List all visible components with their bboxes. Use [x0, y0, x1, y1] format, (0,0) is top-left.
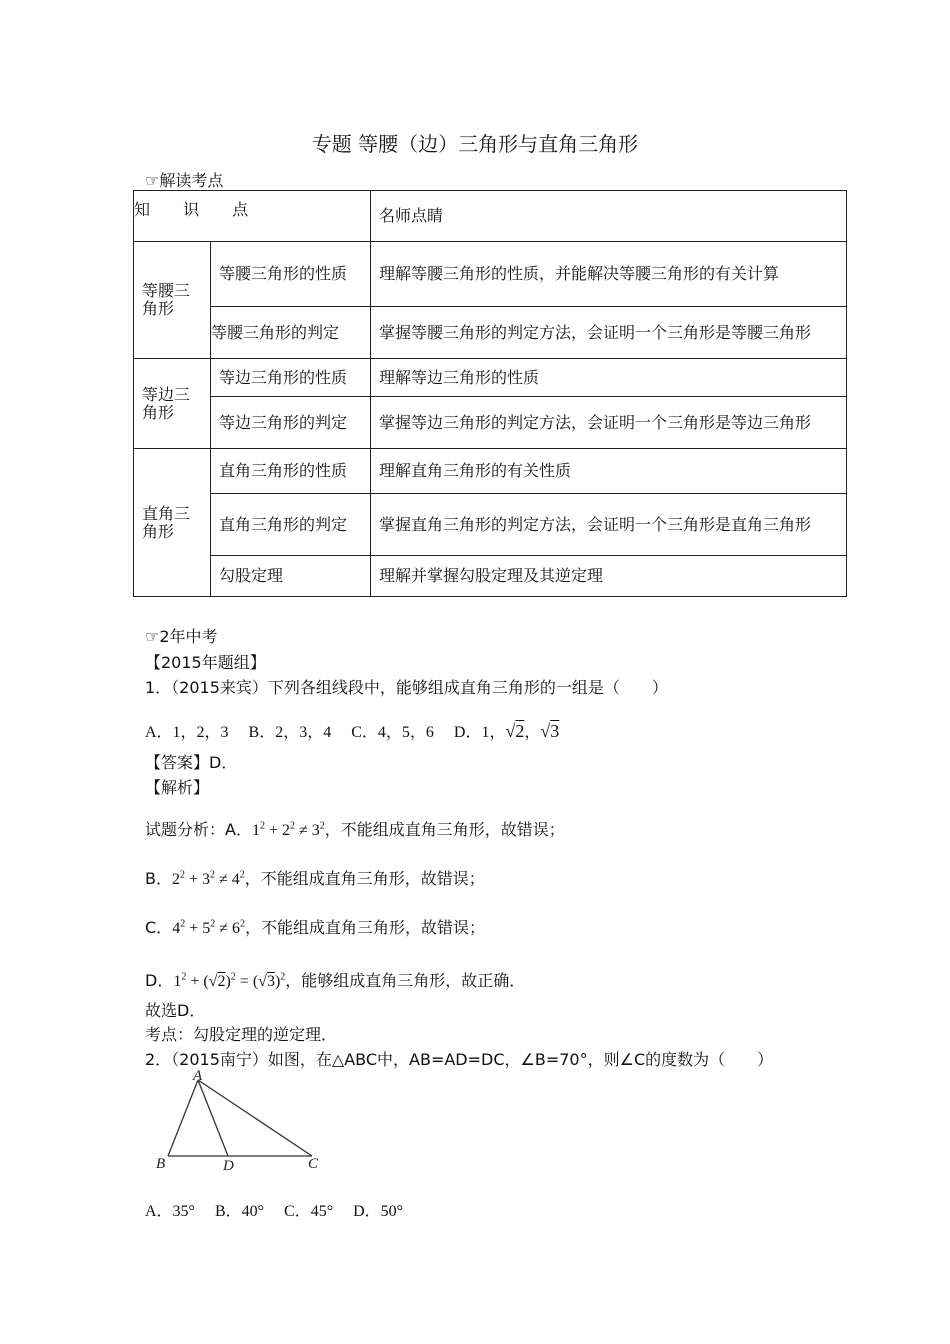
- analysis-line-a: [145, 817, 565, 840]
- table-row: [134, 397, 847, 449]
- choose-answer: 故选D．: [145, 1001, 206, 1020]
- table-row: [134, 359, 847, 397]
- answer: 【答案】D．: [145, 753, 238, 772]
- page-title: 专题 等腰（边）三角形与直角三角形: [311, 132, 639, 156]
- label-c: C: [308, 1156, 319, 1172]
- label-a: A: [193, 1068, 203, 1084]
- segment-ac: [198, 1080, 312, 1156]
- knowledge-table: [133, 190, 847, 597]
- header-knowledge: 知 识 点: [134, 191, 371, 242]
- line-suffix: ，能够组成直角三角形，故正确．: [285, 971, 526, 990]
- header-teacher-notes: 名师点睛: [371, 191, 847, 242]
- sqrt-2: √2: [505, 721, 525, 741]
- topic-cell: 等腰三角形的性质: [211, 242, 371, 307]
- line-suffix: ，不能组成直角三角形，故错误；: [244, 869, 485, 888]
- label-d: D: [223, 1158, 234, 1174]
- note-cell: 掌握等腰三角形的判定方法，会证明一个三角形是等腰三角形: [371, 307, 847, 359]
- topic-cell: 等腰三角形的判定: [211, 307, 371, 359]
- line-prefix: D．: [145, 971, 174, 990]
- triangle-figure: [150, 1064, 330, 1176]
- topic-cell: 等边三角形的性质: [211, 359, 371, 397]
- question-1-stem: 1．（2015来宾）下列各组线段中，能够组成直角三角形的一组是（ ）: [145, 678, 668, 697]
- line-suffix: ，不能组成直角三角形，故错误；: [245, 918, 486, 937]
- topic-cell: 勾股定理: [211, 556, 371, 597]
- section-heading-exams: ☞2年中考: [145, 627, 218, 646]
- topic-cell: 直角三角形的性质: [211, 449, 371, 494]
- line-prefix: B．: [145, 869, 172, 888]
- analysis-line-b: [145, 866, 485, 889]
- segment-ad: [198, 1080, 228, 1156]
- group-name: 等边三角形: [134, 359, 211, 449]
- topic-cell: 等边三角形的判定: [211, 397, 371, 449]
- note-cell: 掌握直角三角形的判定方法，会证明一个三角形是直角三角形: [371, 494, 847, 556]
- question-1-options: [145, 719, 559, 742]
- label-b: B: [156, 1156, 166, 1172]
- sqrt-3: √3: [540, 721, 560, 741]
- line-prefix: C．: [145, 918, 173, 937]
- table-row: [134, 242, 847, 307]
- separator: ，: [524, 724, 541, 741]
- group-name: 等腰三角形: [134, 242, 211, 359]
- options-text: A．1，2，3 B．2，3，4 C．4，5，6 D．1，: [145, 724, 506, 741]
- key-point: 考点：勾股定理的逆定理．: [145, 1025, 338, 1044]
- analysis-line-d: [145, 968, 525, 991]
- line-prefix: 试题分析：A．: [145, 820, 252, 839]
- note-cell: 理解等腰三角形的性质，并能解决等腰三角形的有关计算: [371, 242, 847, 307]
- note-cell: 掌握等边三角形的判定方法，会证明一个三角形是等边三角形: [371, 397, 847, 449]
- question-2-stem: 2．（2015南宁）如图，在△ABC中，AB=AD=DC，∠B=70°，则∠C的度数为（ ）: [145, 1050, 774, 1069]
- group-label: 【2015年题组】: [145, 653, 266, 672]
- segment-ab: [168, 1080, 198, 1156]
- note-cell: 理解直角三角形的有关性质: [371, 449, 847, 494]
- equation-b: $2^2 + 3^2 \ne 4^2$: [171, 869, 245, 888]
- table-row: [134, 494, 847, 556]
- line-suffix: ，不能组成直角三角形，故错误；: [324, 820, 565, 839]
- analysis-line-c: [145, 915, 485, 938]
- analysis-label: 【解析】: [145, 778, 210, 797]
- equation-a: $1^2 + 2^2 \ne 3^2$: [251, 820, 325, 839]
- table-row: [134, 307, 847, 359]
- note-cell: 理解等边三角形的性质: [371, 359, 847, 397]
- topic-cell: 直角三角形的判定: [211, 494, 371, 556]
- table-header-row: [134, 191, 847, 242]
- group-name: 直角三角形: [134, 449, 211, 597]
- note-cell: 理解并掌握勾股定理及其逆定理: [371, 556, 847, 597]
- equation-d: $1^2 + (√2)^2 = (√3)^2$: [173, 971, 286, 990]
- equation-c: $4^2 + 5^2 \ne 6^2$: [172, 918, 245, 937]
- table-row: [134, 449, 847, 494]
- table-row: [134, 556, 847, 597]
- section-heading-interpretation: ☞解读考点: [145, 171, 224, 190]
- question-2-options: A．35° B．40° C．45° D．50°: [145, 1203, 404, 1220]
